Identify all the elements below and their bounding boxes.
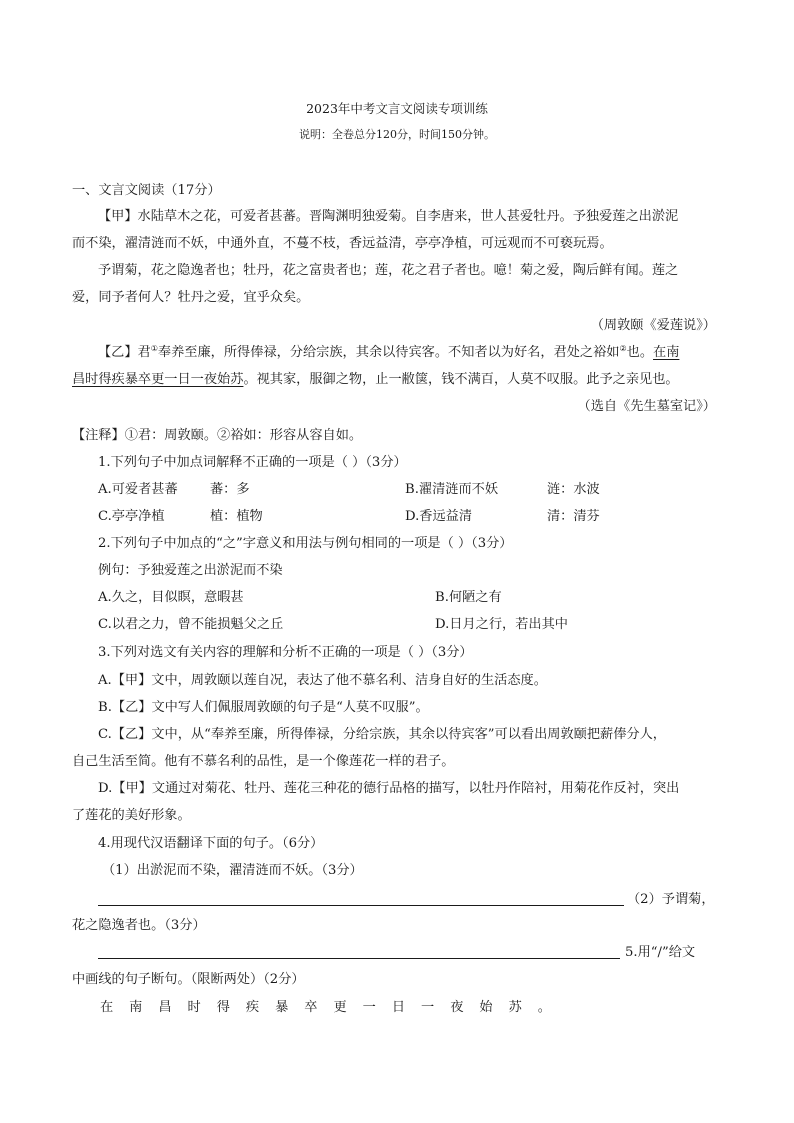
question-2-options-row	[98, 616, 698, 634]
question-5-stem-continued: 中画线的句子断句。（限断两处）（2分）	[72, 972, 305, 987]
question-2-options-row	[98, 589, 698, 607]
option-a-explanation: 蕃：多	[210, 482, 250, 497]
exam-note: 说明：全卷总分120分，时间150分钟。	[299, 128, 495, 141]
option-b: B.【乙】文中写人们佩服周敦颐的句子是“人莫不叹服”。	[98, 700, 429, 715]
question-4-part-2: （2）予谓菊，	[627, 892, 715, 907]
option-b: B.何陋之有	[435, 590, 502, 605]
option-a: A.久之，目似瞑，意暇甚	[98, 590, 244, 605]
option-c-continued: 自己生活至简。他有不慕名利的品性，是一个像莲花一样的君子。	[72, 754, 455, 769]
passage-yi-text: 奉养至廉，所得俸禄，分给宗族，其余以待宾客。不知者以为好名，君处之裕如	[157, 345, 620, 360]
option-c: C.以君之力，曾不能损魁父之丘	[98, 617, 284, 632]
passage-jia-line: 【甲】水陆草木之花，可爱者甚蕃。晋陶渊明独爱菊。自李唐来，世人甚爱牡丹。予独爱莲之出淤泥	[98, 209, 679, 224]
passage-jia-line: 予谓菊，花之隐逸者也；牡丹，花之富贵者也；莲，花之君子者也。噫！菊之爱，陶后鲜有闻。莲之	[98, 263, 679, 278]
question-2-stem: 2.下列句子中加点的“之”字意义和用法与例句相同的一项是（ ）（3分）	[98, 536, 513, 551]
section-heading: 一、文言文阅读（17分）	[72, 183, 221, 198]
question-4-stem: 4.用现代汉语翻译下面的句子。（6分）	[98, 836, 324, 851]
option-a: A.可爱者甚蕃	[98, 482, 178, 497]
passage-yi-line	[98, 344, 679, 362]
passage-yi-text: 。视其家，服御之物，止一敝箧，钱不满百，人莫不叹服。此予之亲见也。	[243, 372, 679, 387]
option-d: D.香远益清	[405, 509, 473, 524]
footnote-marker: ①	[150, 344, 158, 353]
footnote-marker: ②	[619, 344, 627, 353]
option-c: C.亭亭净植	[98, 509, 165, 524]
option-b: B.濯清涟而不妖	[405, 482, 499, 497]
answer-line[interactable]	[98, 958, 620, 959]
passage-jia-source: （周敦颐《爱莲说》）	[590, 318, 716, 333]
page-title: 2023年中考文言文阅读专项训练	[306, 101, 488, 116]
passage-yi-source: （选自《先生墓室记》）	[577, 399, 716, 414]
option-b-explanation: 涟：水波	[547, 482, 600, 497]
option-c-explanation: 植：植物	[210, 509, 263, 524]
question-1-options-row	[98, 481, 698, 499]
option-d: D.【甲】文通过对菊花、牡丹、莲花三种花的德行品格的描写，以牡丹作陪衬，用菊花作反衬，突出	[98, 781, 680, 796]
option-d: D.日月之行，若出其中	[435, 617, 568, 632]
question-4-part-2-continued: 花之隐逸者也。（3分）	[72, 918, 206, 933]
passage-yi-line	[72, 371, 679, 389]
option-d-continued: 了莲花的美好形象。	[72, 808, 191, 823]
answer-line[interactable]	[98, 905, 624, 906]
question-1-stem: 1.下列句子中加点词解释不正确的一项是（ ）（3分）	[98, 455, 407, 470]
sentence-to-segment: 在南昌时得疾暴卒更一日一夜始苏。	[100, 1000, 567, 1015]
passage-jia-line: 而不染，濯清涟而不妖，中通外直，不蔓不枝，香远益清，亭亭净植，可远观而不可亵玩焉。	[72, 236, 613, 251]
question-2-example: 例句：予独爱莲之出淤泥而不染	[98, 563, 283, 578]
underlined-sentence: 昌时得疾暴卒更一日一夜始苏	[72, 372, 244, 387]
underlined-sentence: 在南	[653, 345, 680, 360]
option-d-explanation: 清：清芬	[547, 509, 600, 524]
question-1-options-row	[98, 508, 698, 526]
passage-yi-text: 也。	[626, 345, 654, 360]
question-4-part-1: （1）出淤泥而不染，濯清涟而不妖。（3分）	[102, 863, 363, 878]
annotation-notes: 【注释】①君：周敦颐。②裕如：形容从容自如。	[72, 428, 363, 443]
question-5-stem: 5.用“/”给文	[625, 945, 696, 960]
option-a: A.【甲】文中，周敦颐以莲自况，表达了他不慕名利、洁身自好的生活态度。	[98, 673, 547, 688]
passage-yi-text: 【乙】君	[98, 345, 151, 360]
question-3-stem: 3.下列对选文有关内容的理解和分析不正确的一项是（ ）（3分）	[98, 645, 473, 660]
passage-jia-line: 爱，同予者何人？牡丹之爱，宜乎众矣。	[72, 290, 310, 305]
option-c: C.【乙】文中，从“奉养至廉，所得俸禄，分给宗族，其余以待宾客”可以看出周敦颐把薪俸分人，	[98, 727, 666, 742]
